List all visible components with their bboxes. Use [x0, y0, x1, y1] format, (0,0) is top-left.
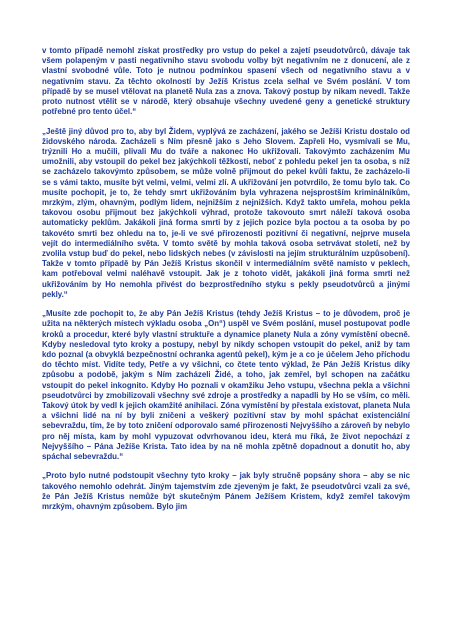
paragraph-4: „Proto bylo nutné podstoupit všechny tyto kroky – jak byly stručně popsány shora – aby se nic takového nemohlo odehrát. Jiným tajemstvím zde zjeveným je fakt, že pseudotvůrci vzali za své, že Pán Ježíš Kristus nemůže být skutečným Pánem Ježíšem Kristem, když zemřel takovým mrzkým, ohavným způsobem. Bylo jim — [42, 471, 410, 512]
paragraph-1: v tomto případě nemohl získat prostředky pro vstup do pekel a zajetí pseudotvůrců, dávaje tak všem polapeným v pasti negativního stavu svobodu volby být negativním ne z donucení, ale z vlastní svobodné vůle. Toto je nutnou podmínkou spasení všech od negativního stavu a v negativním stavu. Za těchto okolností by Ježíš Kristus zcela selhal ve Svém poslání. V tom případě by se musel vtělovat na planetě Nula zas a znova. Takový postup by nikam nevedl. Takže proto nutnost vtělit se v národě, který obsahuje všechny uvedené geny a genetické struktury potřebné pro tento účel.“ — [42, 46, 410, 117]
document-page — [42, 46, 410, 521]
paragraph-3: „Musíte zde pochopit to, že aby Pán Ježíš Kristus (tehdy Ježíš Kristus – to je důvodem, proč je užita na některých místech výkladu osoba „On“) uspěl ve Svém poslání, musel postupovat podle kroků a procedur, které byly vlastní struktuře a dynamice planety Nula a zóny vymístění obecně. Kdyby nesledoval tyto kroky a postupy, nebyl by nikdy schopen vstoupit do pekel, aniž by tam kdo poznal (a obvyklá bezpečnostní ochranka agentů pekel), kým je a co je účelem Jeho příchodu do těchto míst. Vidíte tedy, Petře a vy všichni, co čtete tento výklad, že Pán Ježíš Kristus díky způsobu a podobě, jakým s Ním zacházeli Židé, a toho, jak zemřel, byl schopen na začátku vstoupit do pekel inkognito. Kdyby Ho poznali v okamžiku Jeho vstupu, všechna pekla a všichni pseudotvůrci by zmobilizovali všechny své zdroje a prostředky a napadli by Ho se vším, co měli. Takový útok by vedl k jejich okamžité anihilaci. Zóna vymístění by přestala existovat, planeta Nula a všichni lidé na ní by byli zničeni a veškerý pozitivní stav by mohl spáchat existenciální sebevraždu, tím, že by toto zničení odporovalo samé přirozenosti Nejvyššího a zároveň by nebylo pro něj místa, kam by mohl vypuzovat odvrhovanou ideu, která mu říká, že život nepochází z Nejvyššího – Pána Ježíše Krista. Tato idea by na ně mohla zpětně dopadnout a donutit ho, aby spáchal sebevraždu.“ — [42, 309, 410, 462]
paragraph-2: „Ještě jiný důvod pro to, aby byl Židem, vyplývá ze zacházení, jakého se Ježíši Kristu dostalo od židovského národa. Zacházeli s Ním přesně jako s Jeho Slovem. Zapřeli Ho, vysmívali se Mu, trýznili Ho a mučili, plivali Mu do tváře a nakonec Ho ukřižovali. Takovýmto zacházením Mu umožnili, aby vstoupil do pekel bez jakýchkoli těžkostí, neboť z pohledu pekel jen ta osoba, s níž se zacházelo takovýmto způsobem, se může volně přijmout do pekel kvůli faktu, že zacházelo-li se s vámi takto, musíte být velmi, velmi, velmi zlí. A ukřižování jen potvrdilo, že tomu bylo tak. Co musíte pochopit, je to, že tehdy smrt ukřižováním byla vyhrazena nejsprostším kriminálníkům, mrzkým, zlým, ohavným, podlým lidem, nejnižším z nejnižších. Když takto umřela, mohou pekla takovou osobu přijmout bez jakýchkoli výhrad, protože takovouto smrt náleží taková osoba automaticky peklům. Jakákoli jiná forma smrti by z jejich pozice byla poctou a ta osoba by po takovéto smrti bez ohledu na to, je-li ve své přirozenosti pozitivní či negativní, nejprve musela vejít do intermediálního světa. V tomto světě by mohla taková osoba setrvávat století, než by zvolila vstup buď do pekel, nebo lidských nebes (v závislosti na jejím strukturálním uzpůsobení). Takže v tomto případě by Pán Ježíš Kristus skončil v intermediálním světě namísto v peklech, kam potřeboval velmi naléhavě vstoupit. Jak je z tohoto vidět, jakákoli jiná forma smrti než ukřižováním by Ho nemohla přivést do bezprostředního styku s pekly pseudotvůrců a jinými pekly.“ — [42, 126, 410, 299]
